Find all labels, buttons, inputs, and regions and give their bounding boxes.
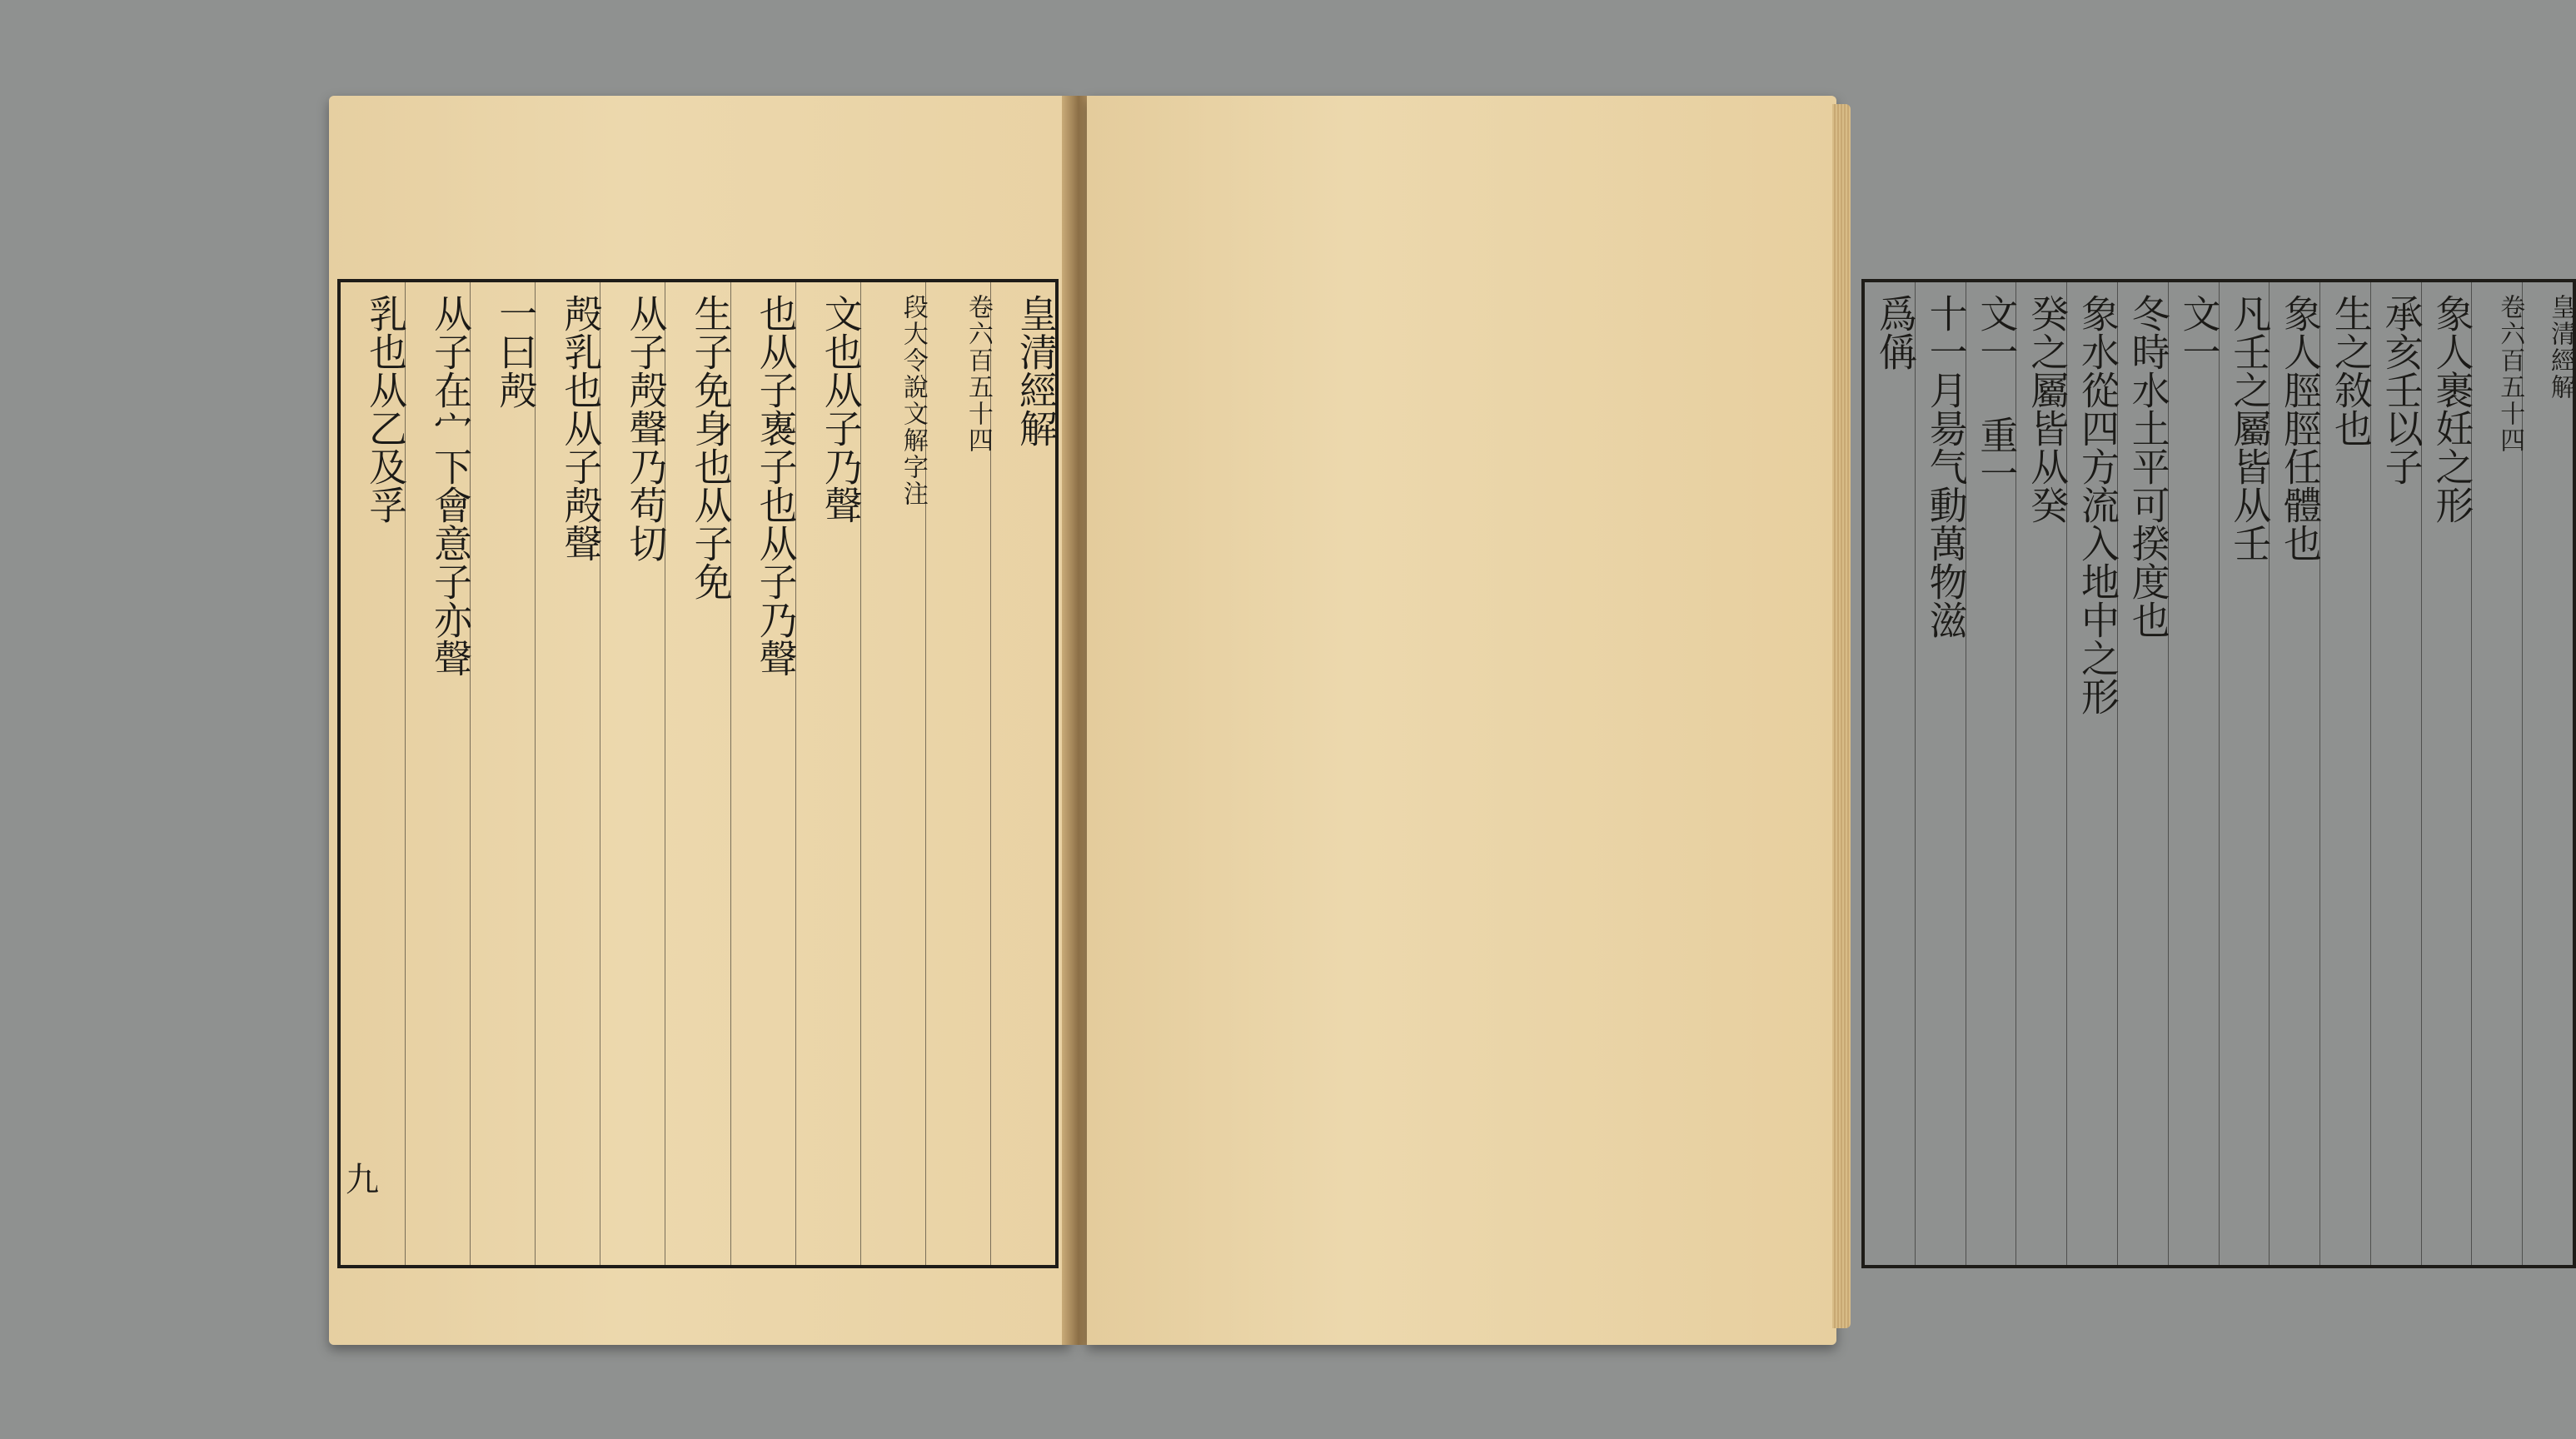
right-text-column-9: 癸之屬皆从癸	[2015, 282, 2066, 1265]
left-text-column-4: 从子殸聲乃苟切	[600, 282, 665, 1265]
right-text-column-7: 冬時水土平可揆度也	[2117, 282, 2168, 1265]
right-text-column-12: 爲偁	[1872, 294, 1918, 371]
left-text-column-1: 文也从子乃聲	[795, 282, 860, 1265]
right-title-column: 皇清經解	[2522, 282, 2573, 1265]
left-page-text-frame	[337, 279, 1059, 1268]
right-text-column-5: 凡壬之屬皆从壬	[2219, 282, 2270, 1265]
left-text-column-7: 从子在宀下會意子亦聲	[405, 282, 470, 1265]
left-page	[329, 96, 1070, 1345]
right-text-column-8: 象水從四方流入地中之形	[2066, 282, 2117, 1265]
left-author-line: 段大令說文解字注	[860, 282, 925, 1265]
left-page-number: 九	[346, 1161, 379, 1199]
right-volume-label: 卷六百五十四	[2471, 282, 2522, 1265]
left-volume-label: 卷六百五十四	[925, 282, 990, 1265]
page-edges	[1832, 104, 1851, 1328]
right-text-column-2: 承亥壬以子	[2370, 282, 2421, 1265]
right-text-column-6: 文一	[2168, 282, 2219, 1265]
left-text-column-3: 生子免身也从子免	[665, 282, 730, 1265]
open-book	[329, 87, 2575, 1353]
left-text-column-5: 殸乳也从子殸聲	[535, 282, 600, 1265]
right-text-column-4: 象人脛脛任體也	[2269, 282, 2319, 1265]
left-text-column-2: 也从子褢子也从子乃聲	[730, 282, 795, 1265]
right-text-column-3: 生之敘也	[2319, 282, 2370, 1265]
right-text-column-1: 象人裹妊之形	[2421, 282, 2472, 1265]
left-text-column-8: 乳也从乙及孚	[363, 294, 409, 524]
right-page	[1087, 96, 2575, 1345]
right-page-text-frame	[1861, 279, 2576, 1268]
right-text-column-10: 文一 重一	[1966, 282, 2016, 1265]
left-title-column: 皇清經解	[990, 282, 1055, 1265]
left-text-column-6: 一曰殸	[470, 282, 535, 1265]
right-text-column-11: 十一月昜气動萬物滋	[1915, 282, 1966, 1265]
